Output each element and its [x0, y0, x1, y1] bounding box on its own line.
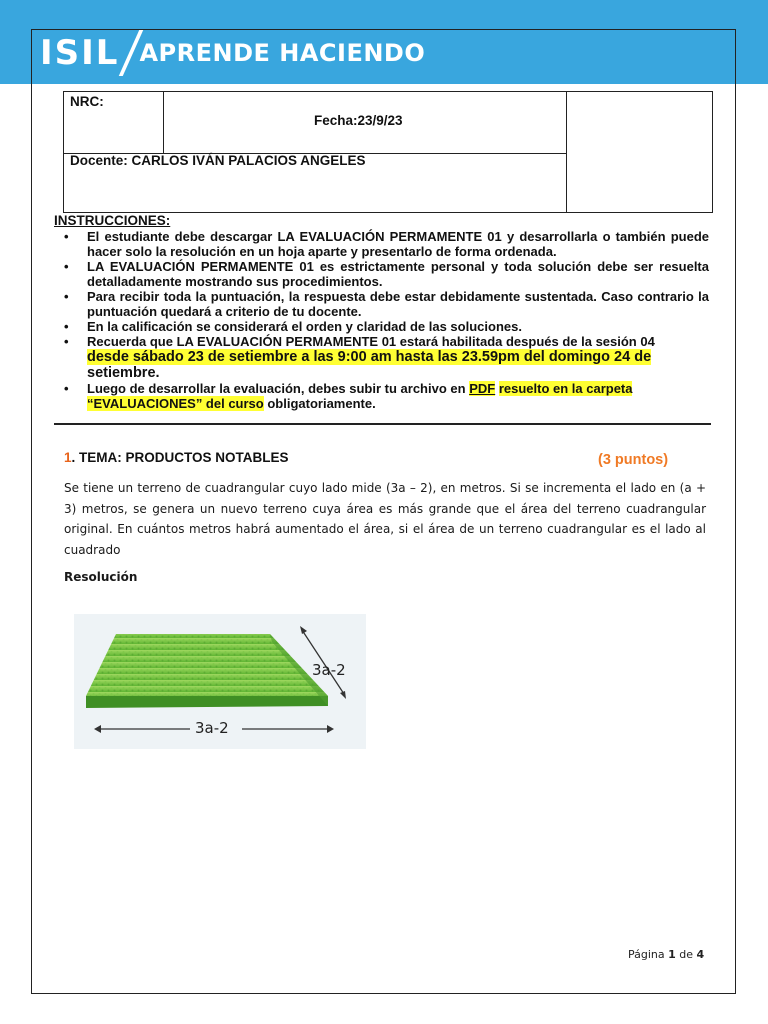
list-item: [62, 381, 709, 411]
section-divider: [54, 423, 711, 425]
footer-page-word: Página: [628, 948, 665, 961]
highlighted-text: “EVALUACIONES” del curso: [87, 396, 264, 411]
footer-total-pages: 4: [696, 948, 705, 961]
date-field: Fecha:23/9/23: [314, 113, 403, 128]
list-item: [62, 289, 709, 319]
grass-top: [86, 634, 328, 696]
instructions-list: [62, 229, 709, 411]
side-arrowhead-top: [300, 626, 307, 634]
logo-text: ISIL: [40, 33, 120, 73]
footer-of-word: de: [679, 948, 694, 961]
problem-text: Se tiene un terreno de cuadrangular cuyo lado mide (3a – 2), en metros. Si se incrementa el lado en (a + 3) metros, se genera un nuevo terreno cuya área es más grande que el área del terreno cuadrangular original. En cuántos metros habrá aumentado el área, si el área de un terreno cuadrangular es el lado al cuadrado: [64, 481, 706, 557]
instruction-text: Luego de desarrollar la evaluación, debes subir tu archivo en: [87, 381, 466, 396]
bullet-icon: •: [64, 334, 69, 349]
highlighted-text: resuelto en la carpeta: [498, 381, 633, 396]
list-item: [62, 229, 709, 259]
instruction-text: Recuerda que LA EVALUACIÓN PERMAMENTE 01 estará habilitada después de la sesión 04: [87, 334, 655, 349]
grass-figure: [74, 614, 366, 749]
bullet-icon: •: [64, 319, 69, 334]
question-topic: . TEMA: PRODUCTOS NOTABLES: [71, 450, 289, 465]
info-table: [63, 91, 713, 213]
resolution-label: Resolución: [64, 570, 138, 584]
teacher-field: Docente: CARLOS IVÁN PALACIOS ANGELES: [70, 153, 366, 168]
list-item: [62, 334, 709, 381]
bullet-icon: •: [64, 289, 69, 304]
instruction-text: setiembre.: [87, 365, 160, 381]
list-item: [62, 259, 709, 289]
instruction-text: LA EVALUACIÓN PERMAMENTE 01 es estrictamente personal y toda solución debe ser resuelta detalladamente mostrando sus procedimientos.: [87, 259, 709, 289]
bottom-arrowhead-left: [94, 725, 101, 733]
instructions-title: INSTRUCCIONES:: [54, 213, 171, 228]
pdf-highlight: PDF: [469, 381, 496, 396]
table-divider: [566, 92, 567, 212]
side-label: 3a-2: [312, 661, 346, 679]
bullet-icon: •: [64, 381, 69, 396]
bottom-arrowhead-right: [327, 725, 334, 733]
question-number: 1: [64, 450, 72, 465]
list-item: [62, 319, 709, 334]
grass-front: [86, 696, 328, 708]
question-points: (3 puntos): [598, 452, 669, 468]
bullet-icon: •: [64, 229, 69, 244]
highlighted-deadline: desde sábado 23 de setiembre a las 9:00 am hasta las 23.59pm del domingo 24 de: [87, 349, 652, 365]
tagline: APRENDE HACIENDO: [139, 39, 426, 67]
footer-current-page: 1: [668, 948, 676, 961]
bullet-icon: •: [64, 259, 69, 274]
instruction-text: obligatoriamente.: [267, 396, 376, 411]
question-title: [64, 450, 289, 465]
instruction-text: El estudiante debe descargar LA EVALUACIÓN PERMAMENTE 01 y desarrollarla o también puede hacer solo la resolución en un hoja aparte y presentarlo de forma ordenada.: [87, 229, 709, 259]
instruction-text: En la calificación se considerará el orden y claridad de las soluciones.: [87, 319, 522, 334]
page-footer: [628, 948, 704, 961]
nrc-label: NRC:: [70, 94, 104, 109]
bottom-label: 3a-2: [195, 719, 229, 737]
side-arrowhead-bottom: [340, 691, 346, 699]
table-divider: [163, 92, 164, 153]
instruction-text: Para recibir toda la puntuación, la respuesta debe estar debidamente sustentada. Caso contrario la puntuación quedará a criterio de tu docente.: [87, 289, 709, 319]
